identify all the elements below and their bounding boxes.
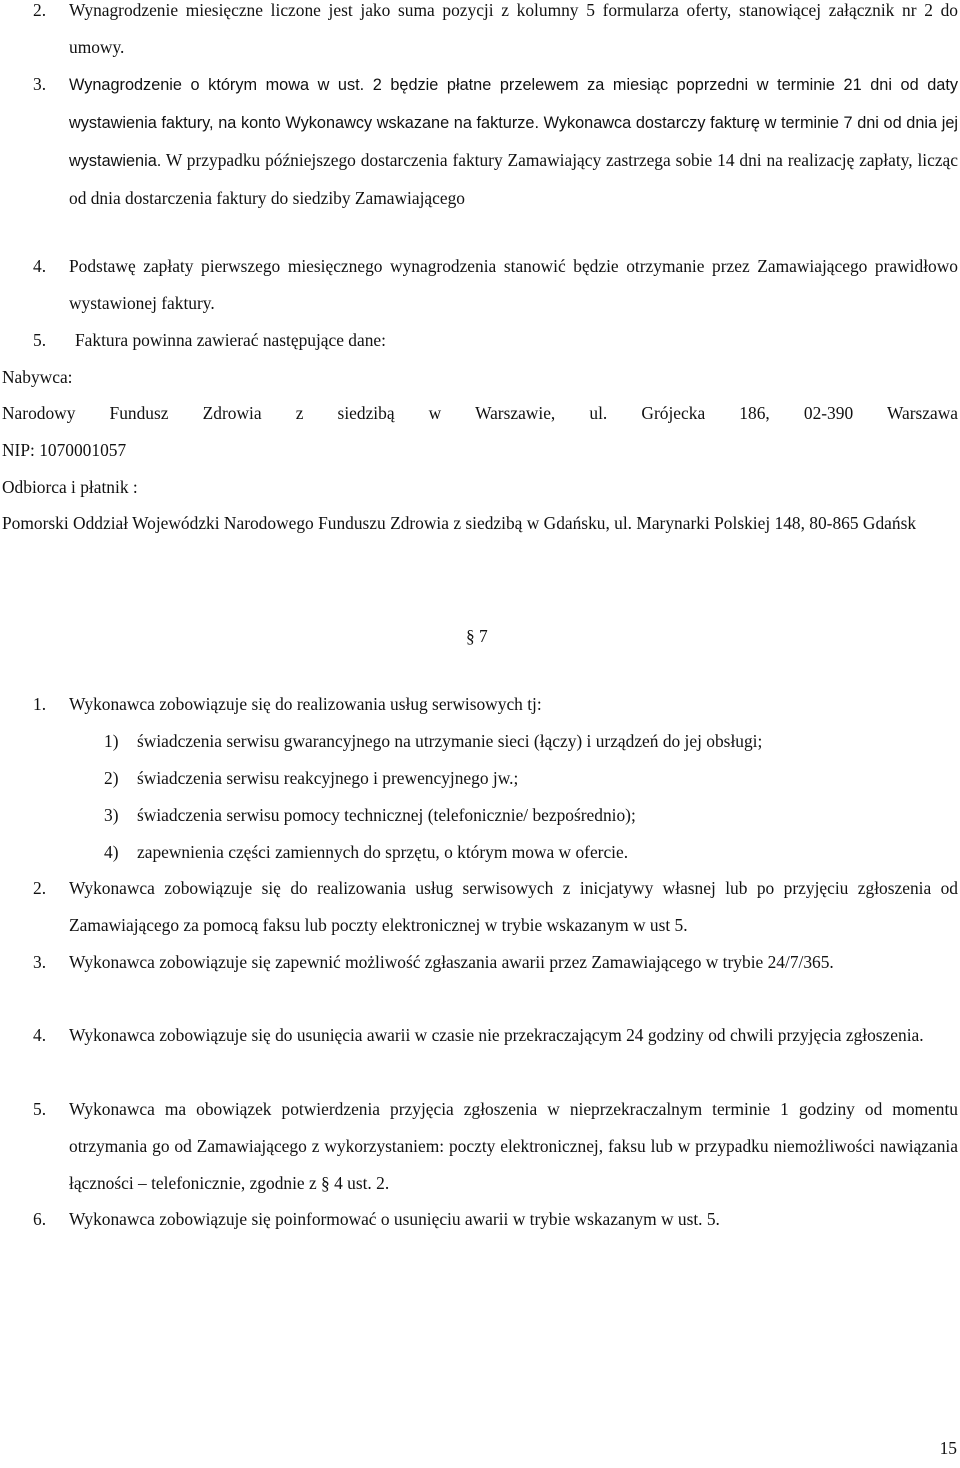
list-item-text: Wykonawca zobowiązuje się do realizowania usług serwisowych tj: bbox=[69, 694, 542, 714]
sub-item-text: świadczenia serwisu gwarancyjnego na utrzymanie sieci (łączy) i urządzeń do jej obsługi; bbox=[137, 731, 763, 751]
list-item-number: 3. bbox=[33, 74, 47, 94]
buyer-label: Nabywca: bbox=[2, 367, 73, 387]
sub-item-text: zapewnienia części zamiennych do sprzętu, o którym mowa w ofercie. bbox=[137, 842, 629, 862]
list-item-text-serif: W przypadku późniejszego dostarczenia faktury Zamawiający zastrzega sobie 14 dni na realizację zapłaty, licząc od dnia dostarczenia faktury do siedziby Zamawiającego bbox=[69, 150, 958, 208]
buyer-name: Narodowy Fundusz Zdrowia z siedzibą w Warszawie, ul. Grójecka 186, 02-390 Warszawa bbox=[2, 403, 958, 423]
list-item-text: Wykonawca zobowiązuje się do usunięcia awarii w czasie nie przekraczającym 24 godziny od chwili przyjęcia zgłoszenia. bbox=[69, 1025, 924, 1045]
list-item-number: 5. bbox=[33, 1099, 47, 1119]
sub-item-number: 1) bbox=[104, 731, 119, 751]
list-item-text: Wykonawca zobowiązuje się poinformować o usunięciu awarii w trybie wskazanym w ust. 5. bbox=[69, 1209, 720, 1229]
list-item-text-sans: Wynagrodzenie o którym mowa w ust. 2 będzie płatne przelewem za miesiąc poprzedni w terminie 21 dni od daty wystawienia faktury, na konto Wykonawcy wskazane na fakturze. Wykonawca dostarczy fakturę w terminie 7 dni od dnia jej wystawienia. bbox=[69, 76, 958, 170]
list-item-number: 4. bbox=[33, 1025, 47, 1045]
list-item-2 bbox=[0, 0, 958, 66]
payer-label: Odbiorca i płatnik : bbox=[2, 477, 138, 497]
section-heading: § 7 bbox=[466, 626, 488, 646]
list-item-text: Wykonawca ma obowiązek potwierdzenia przyjęcia zgłoszenia w nieprzekraczalnym terminie 1 godziny od momentu otrzymania go od Zamawiającego z wykorzystaniem: poczty elektronicznej, faksu lub w przypadku niemożliwości nawiązania łączności – telefonicznie, zgodnie z § 4 ust. 2. bbox=[69, 1099, 958, 1193]
sub-item-text: świadczenia serwisu reakcyjnego i prewencyjnego jw.; bbox=[137, 768, 519, 788]
sub-item-number: 4) bbox=[104, 842, 119, 862]
sub-item-1 bbox=[0, 723, 958, 760]
list-item-number: 2. bbox=[33, 0, 47, 20]
sub-item-2 bbox=[0, 760, 958, 797]
section-item-6 bbox=[0, 1201, 958, 1238]
section-item-2 bbox=[0, 870, 958, 944]
sub-item-number: 3) bbox=[104, 805, 119, 825]
list-item-number: 1. bbox=[33, 694, 47, 714]
list-item-text: Podstawę zapłaty pierwszego miesięcznego wynagrodzenia stanowić będzie otrzymanie przez Zamawiającego prawidłowo wystawionej faktury. bbox=[69, 256, 958, 313]
payer-name: Pomorski Oddział Wojewódzki Narodowego Funduszu Zdrowia z siedzibą w Gdańsku, ul. Marynarki Polskiej 148, 80-865 Gdańsk bbox=[2, 513, 917, 533]
list-item-text bbox=[69, 66, 958, 217]
list-item-text: Wykonawca zobowiązuje się zapewnić możliwość zgłaszania awarii przez Zamawiającego w trybie 24/7/365. bbox=[69, 952, 834, 972]
list-item-text: Wykonawca zobowiązuje się do realizowania usług serwisowych z inicjatywy własnej lub po przyjęciu zgłoszenia od Zamawiającego za pomocą faksu lub poczty elektronicznej w trybie wskazanym w ust 5. bbox=[69, 878, 958, 935]
list-item-4 bbox=[0, 248, 958, 322]
list-item-3 bbox=[0, 66, 958, 217]
nip-line: NIP: 1070001057 bbox=[2, 440, 127, 460]
list-item-number: 4. bbox=[33, 256, 47, 276]
list-item-5 bbox=[0, 322, 958, 359]
list-item-text: Wynagrodzenie miesięczne liczone jest jako suma pozycji z kolumny 5 formularza oferty, stanowiącej załącznik nr 2 do umowy. bbox=[69, 0, 958, 57]
list-item-number: 5. bbox=[33, 330, 47, 350]
list-item-number: 6. bbox=[33, 1209, 47, 1229]
section-item-5 bbox=[0, 1091, 958, 1202]
sub-item-4 bbox=[0, 834, 958, 871]
section-item-3 bbox=[0, 944, 958, 981]
sub-item-3 bbox=[0, 797, 958, 834]
page-number: 15 bbox=[939, 1438, 957, 1458]
section-item-1 bbox=[0, 686, 958, 723]
sub-item-number: 2) bbox=[104, 768, 119, 788]
section-item-4 bbox=[0, 1017, 958, 1054]
sub-item-text: świadczenia serwisu pomocy technicznej (telefonicznie/ bezpośrednio); bbox=[137, 805, 636, 825]
list-item-number: 3. bbox=[33, 952, 47, 972]
list-item-number: 2. bbox=[33, 878, 47, 898]
list-item-text: Faktura powinna zawierać następujące dane: bbox=[75, 330, 386, 350]
